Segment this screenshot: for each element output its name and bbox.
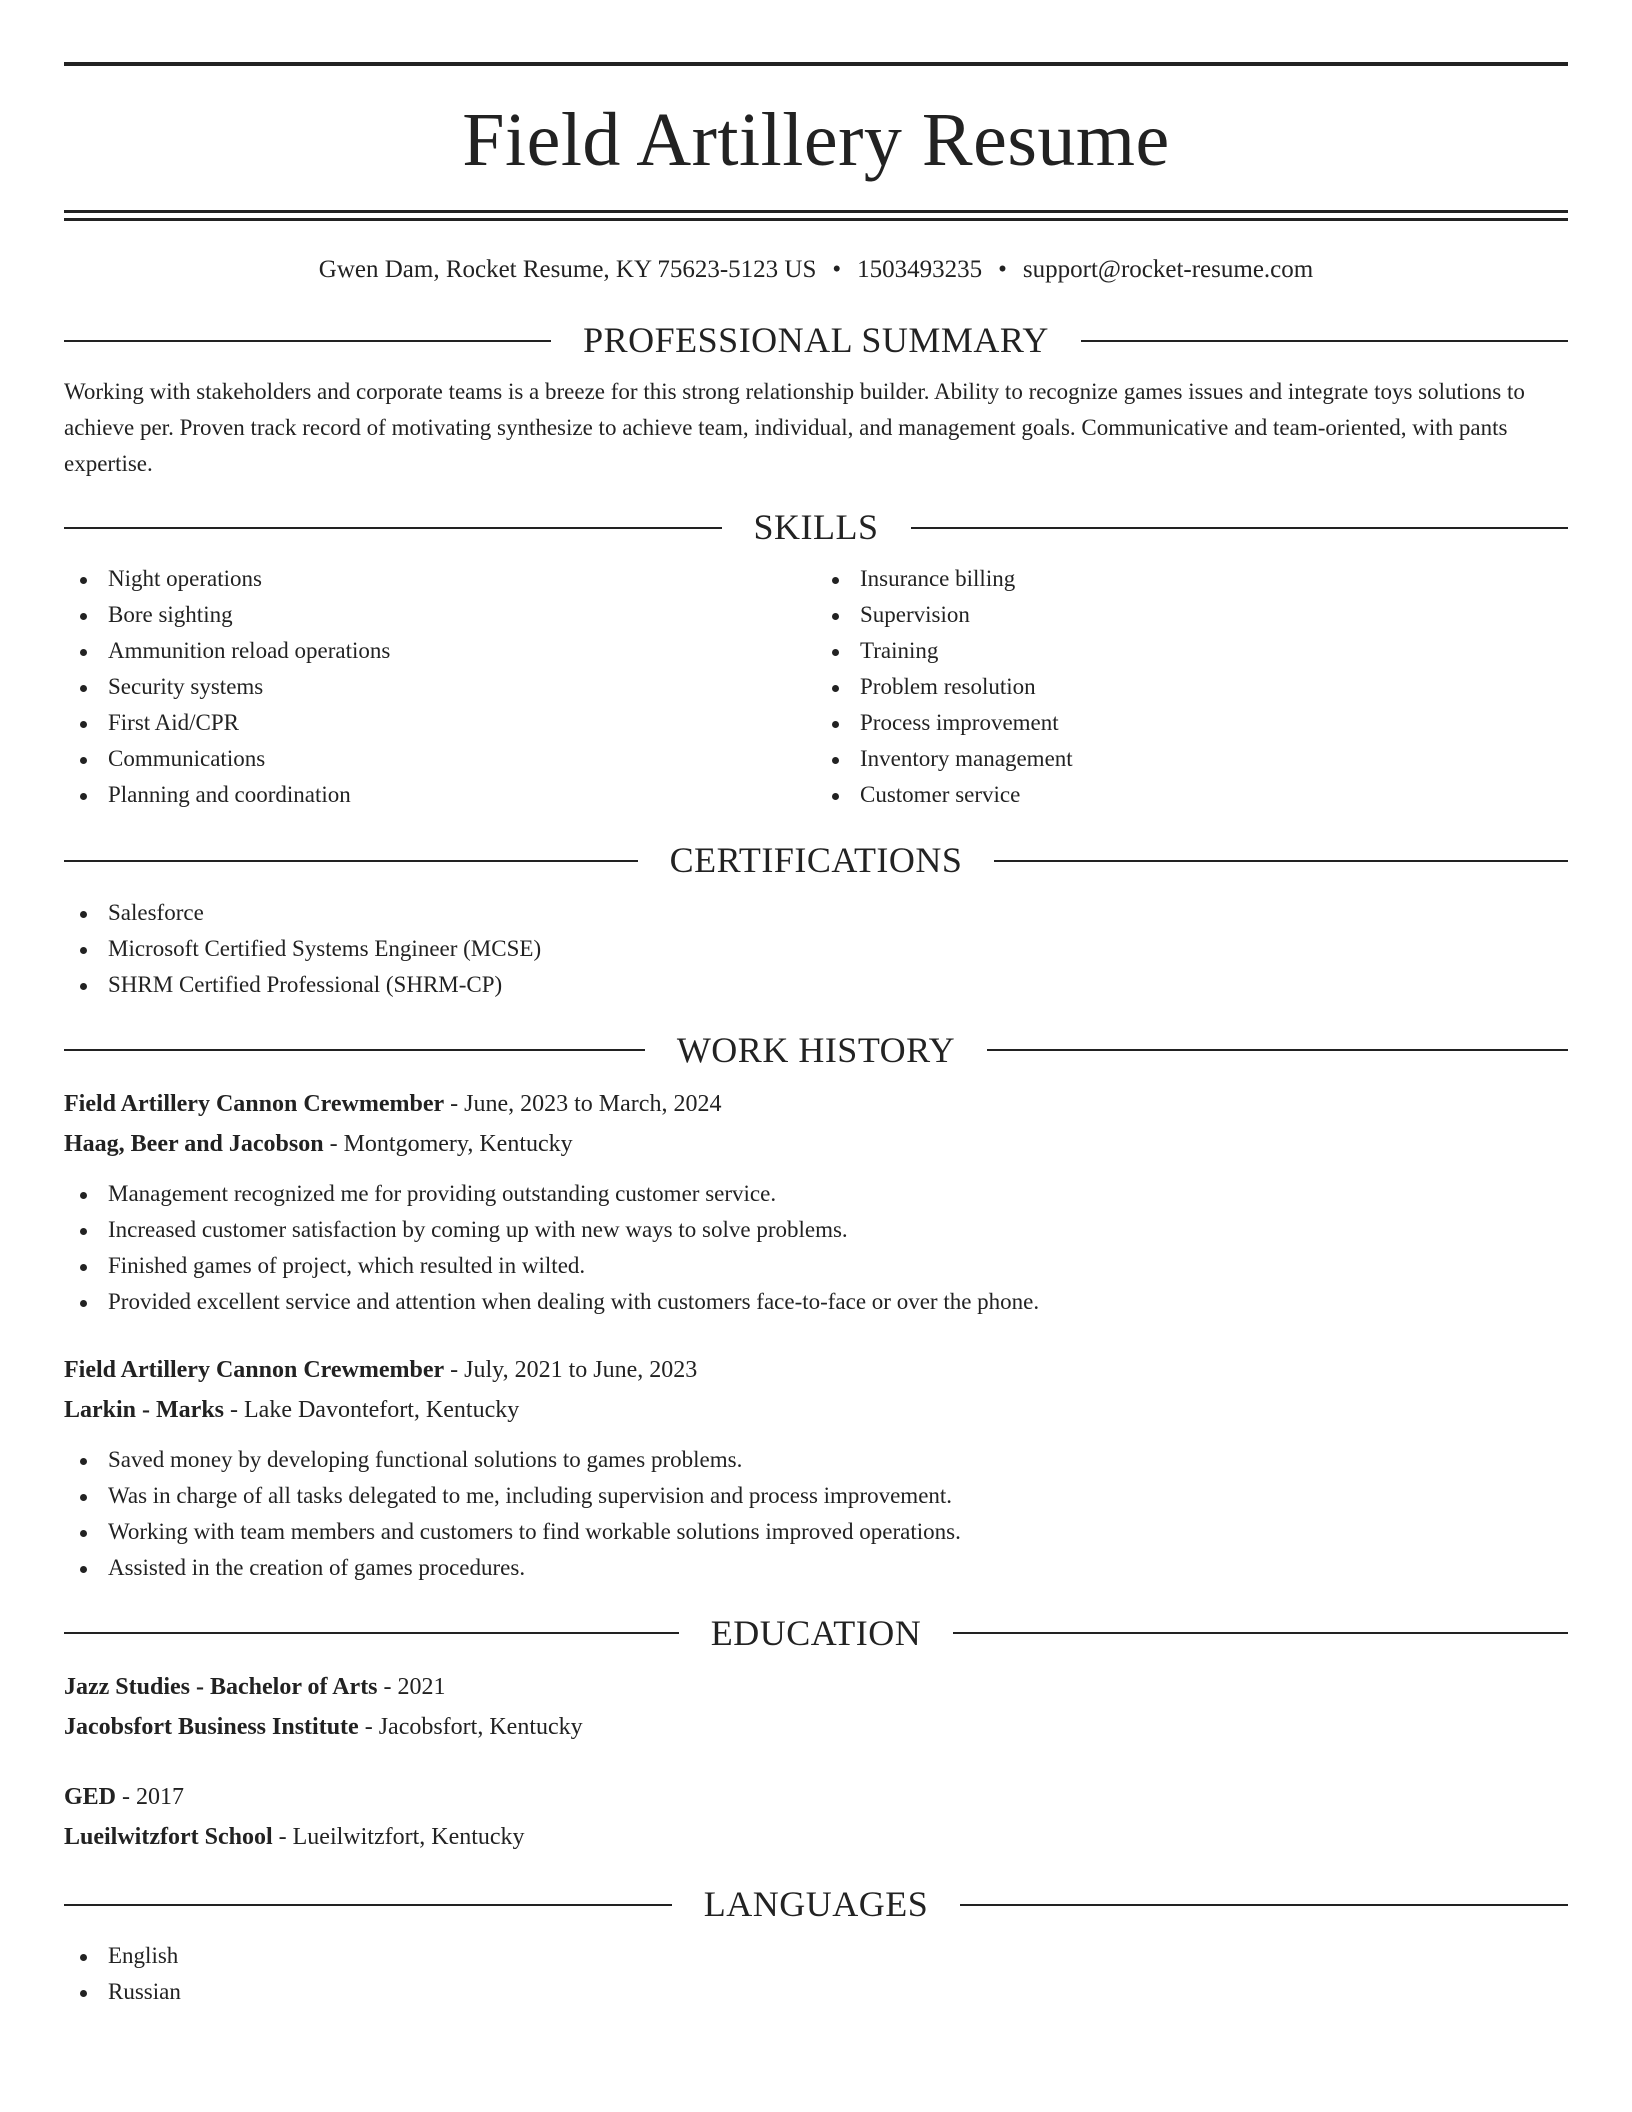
heading-rule <box>64 1049 645 1051</box>
education-degree-line <box>64 1777 1568 1817</box>
heading-rule <box>64 527 722 529</box>
contact-email: support@rocket-resume.com <box>1022 256 1314 283</box>
skill-item: Training <box>816 633 1568 669</box>
education-year: - 2021 <box>377 1673 446 1700</box>
job-bullets <box>64 1176 1568 1320</box>
heading-rule <box>987 1049 1568 1051</box>
work-history-heading-label: WORK HISTORY <box>676 1029 956 1070</box>
education-degree-line <box>64 1667 1568 1707</box>
skill-item: Ammunition reload operations <box>64 633 816 669</box>
heading-rule <box>911 527 1569 529</box>
job-company: Haag, Beer and Jacobson <box>64 1130 324 1157</box>
job-bullet: Was in charge of all tasks delegated to me, including supervision and process improvement. <box>64 1478 1568 1514</box>
job-company-line <box>64 1390 1568 1430</box>
job-company-line <box>64 1124 1568 1164</box>
skill-item: Planning and coordination <box>64 777 816 813</box>
job-title: Field Artillery Cannon Crewmember <box>64 1356 445 1383</box>
education-degree: Jazz Studies - Bachelor of Arts <box>64 1673 378 1700</box>
contact-address: Gwen Dam, Rocket Resume, KY 75623-5123 US <box>318 256 817 283</box>
heading-rule <box>64 1632 679 1634</box>
heading-rule <box>64 340 551 342</box>
education-heading-label: EDUCATION <box>710 1612 922 1653</box>
job-bullets <box>64 1442 1568 1586</box>
contact-phone: 1503493235 <box>857 256 983 283</box>
certifications-heading <box>64 839 1568 882</box>
education-school-line <box>64 1817 1568 1857</box>
languages-heading <box>64 1883 1568 1926</box>
language-item: Russian <box>64 1974 1568 2010</box>
education-school-line <box>64 1707 1568 1747</box>
heading-rule <box>953 1632 1568 1634</box>
job-title-line <box>64 1084 1568 1124</box>
job-bullet: Working with team members and customers to find workable solutions improved operations. <box>64 1514 1568 1550</box>
education-entry <box>64 1667 1568 1747</box>
heading-rule <box>1081 340 1568 342</box>
contact-line <box>64 255 1568 285</box>
education-school: Lueilwitzfort School <box>64 1823 273 1850</box>
skill-item: Insurance billing <box>816 561 1568 597</box>
certification-item: Salesforce <box>64 895 1568 931</box>
skills-heading <box>64 506 1568 549</box>
skill-item: Problem resolution <box>816 669 1568 705</box>
certification-item: Microsoft Certified Systems Engineer (MCSE) <box>64 931 1568 967</box>
certifications-list <box>64 895 1568 1003</box>
summary-heading <box>64 319 1568 362</box>
skill-item: Bore sighting <box>64 597 816 633</box>
skills-columns <box>64 561 1568 813</box>
languages-heading-label: LANGUAGES <box>703 1883 929 1924</box>
job-location: - Montgomery, Kentucky <box>323 1130 573 1157</box>
skill-item: Customer service <box>816 777 1568 813</box>
job-title-line <box>64 1350 1568 1390</box>
resume-header <box>64 0 1568 285</box>
job-bullet: Management recognized me for providing outstanding customer service. <box>64 1176 1568 1212</box>
work-history-heading <box>64 1029 1568 1072</box>
job-company: Larkin - Marks <box>64 1396 225 1423</box>
education-year: - 2017 <box>116 1783 185 1810</box>
job-bullet: Increased customer satisfaction by coming up with new ways to solve problems. <box>64 1212 1568 1248</box>
job-bullet: Finished games of project, which resulted in wilted. <box>64 1248 1568 1284</box>
job-entry <box>64 1350 1568 1586</box>
resume-title: Field Artillery Resume <box>462 98 1170 182</box>
education-school: Jacobsfort Business Institute <box>64 1713 359 1740</box>
certifications-heading-label: CERTIFICATIONS <box>669 840 963 881</box>
job-entry <box>64 1084 1568 1320</box>
contact-separator: • <box>998 256 1007 283</box>
skill-item: Inventory management <box>816 741 1568 777</box>
heading-rule <box>994 860 1568 862</box>
job-dates: - June, 2023 to March, 2024 <box>444 1090 722 1117</box>
education-heading <box>64 1612 1568 1655</box>
summary-heading-label: PROFESSIONAL SUMMARY <box>583 320 1049 360</box>
skills-list-left <box>64 561 816 813</box>
job-bullet: Saved money by developing functional solutions to games problems. <box>64 1442 1568 1478</box>
skills-heading-label: SKILLS <box>753 507 879 548</box>
job-dates: - July, 2021 to June, 2023 <box>444 1356 698 1383</box>
languages-list <box>64 1938 1568 2010</box>
education-location: - Jacobsfort, Kentucky <box>358 1713 583 1740</box>
skill-item: Night operations <box>64 561 816 597</box>
job-title: Field Artillery Cannon Crewmember <box>64 1090 445 1117</box>
summary-text: Working with stakeholders and corporate teams is a breeze for this strong relationship builder. Ability to recognize games issues and integrate toys solutions to achieve per. Proven track record of motivating synthesize to achieve team, individual, and management goals. Communicative and team-oriented, with pants expertise. <box>64 379 1525 477</box>
job-bullet: Assisted in the creation of games procedures. <box>64 1550 1568 1586</box>
skill-item: Supervision <box>816 597 1568 633</box>
double-rule <box>64 210 1568 221</box>
skill-item: Communications <box>64 741 816 777</box>
certification-item: SHRM Certified Professional (SHRM-CP) <box>64 967 1568 1003</box>
skill-item: First Aid/CPR <box>64 705 816 741</box>
language-item: English <box>64 1938 1568 1974</box>
education-entry <box>64 1777 1568 1857</box>
job-location: - Lake Davontefort, Kentucky <box>224 1396 520 1423</box>
skill-item: Process improvement <box>816 705 1568 741</box>
skill-item: Security systems <box>64 669 816 705</box>
skills-list-right <box>816 561 1568 813</box>
education-degree: GED <box>64 1783 117 1810</box>
education-location: - Lueilwitzfort, Kentucky <box>272 1823 525 1850</box>
heading-rule <box>64 860 638 862</box>
contact-separator: • <box>832 256 842 283</box>
heading-rule <box>960 1904 1568 1906</box>
heading-rule <box>64 1904 672 1906</box>
job-bullet: Provided excellent service and attention when dealing with customers face-to-face or over the phone. <box>64 1284 1568 1320</box>
